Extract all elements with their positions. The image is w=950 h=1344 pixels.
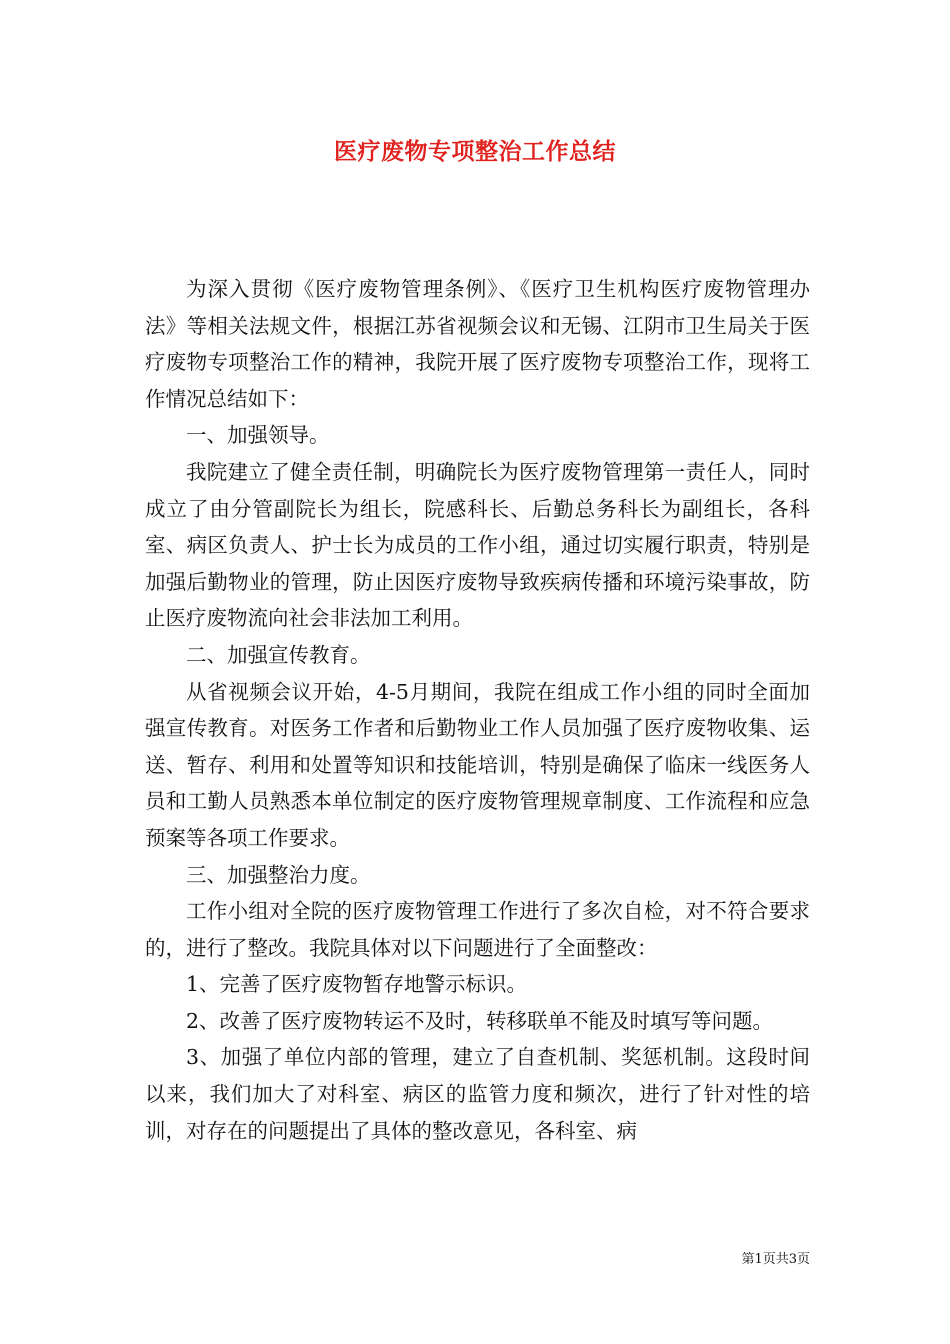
section-heading-3: 三、加强整治力度。	[186, 862, 371, 887]
section-heading-2: 二、加强宣传教育。	[186, 642, 371, 667]
paragraph-leadership: 我院建立了健全责任制，明确院长为医疗废物管理第一责任人，同时成立了由分管副院长为组长，院感科长、后勤总务科长为副组长，各科室、病区负责人、护士长为成员的工作小组，通过切实履行职责，特别是加强后勤物业的管理，防止因医疗废物导致疾病传播和环境污染事故，防止医疗废物流向社会非法加工利用。	[145, 459, 810, 631]
document-title: 医疗废物专项整治工作总结	[334, 138, 616, 165]
document-body	[145, 271, 810, 1149]
page-number: 第1页共3页	[741, 1252, 810, 1267]
paragraph-rectification: 工作小组对全院的医疗废物管理工作进行了多次自检，对不符合要求的，进行了整改。我院具体对以下问题进行了全面整改：	[145, 899, 810, 960]
paragraph-intro: 为深入贯彻《医疗废物管理条例》、《医疗卫生机构医疗废物管理办法》等相关法规文件，根据江苏省视频会议和无锡、江阴市卫生局关于医疗废物专项整治工作的精神，我院开展了医疗废物专项整治工作，现将工作情况总结如下：	[145, 277, 810, 411]
section-heading-1: 一、加强领导。	[186, 423, 330, 448]
paragraph-education: 从省视频会议开始，4-5月期间，我院在组成工作小组的同时全面加强宣传教育。对医务工作者和后勤物业工作人员加强了医疗废物收集、运送、暂存、利用和处置等知识和技能培训，特别是确保了临床一线医务人员和工勤人员熟悉本单位制定的医疗废物管理规章制度、工作流程和应急预案等各项工作要求。	[145, 679, 810, 850]
list-item-1: 1、完善了医疗废物暂存地警示标识。	[186, 972, 528, 997]
list-item-2: 2、改善了医疗废物转运不及时，转移联单不能及时填写等问题。	[186, 1008, 774, 1033]
list-item-3: 3、加强了单位内部的管理，建立了自查机制、奖惩机制。这段时间以来，我们加大了对科室、病区的监管力度和频次，进行了针对性的培训，对存在的问题提出了具体的整改意见，各科室、病	[145, 1045, 810, 1143]
